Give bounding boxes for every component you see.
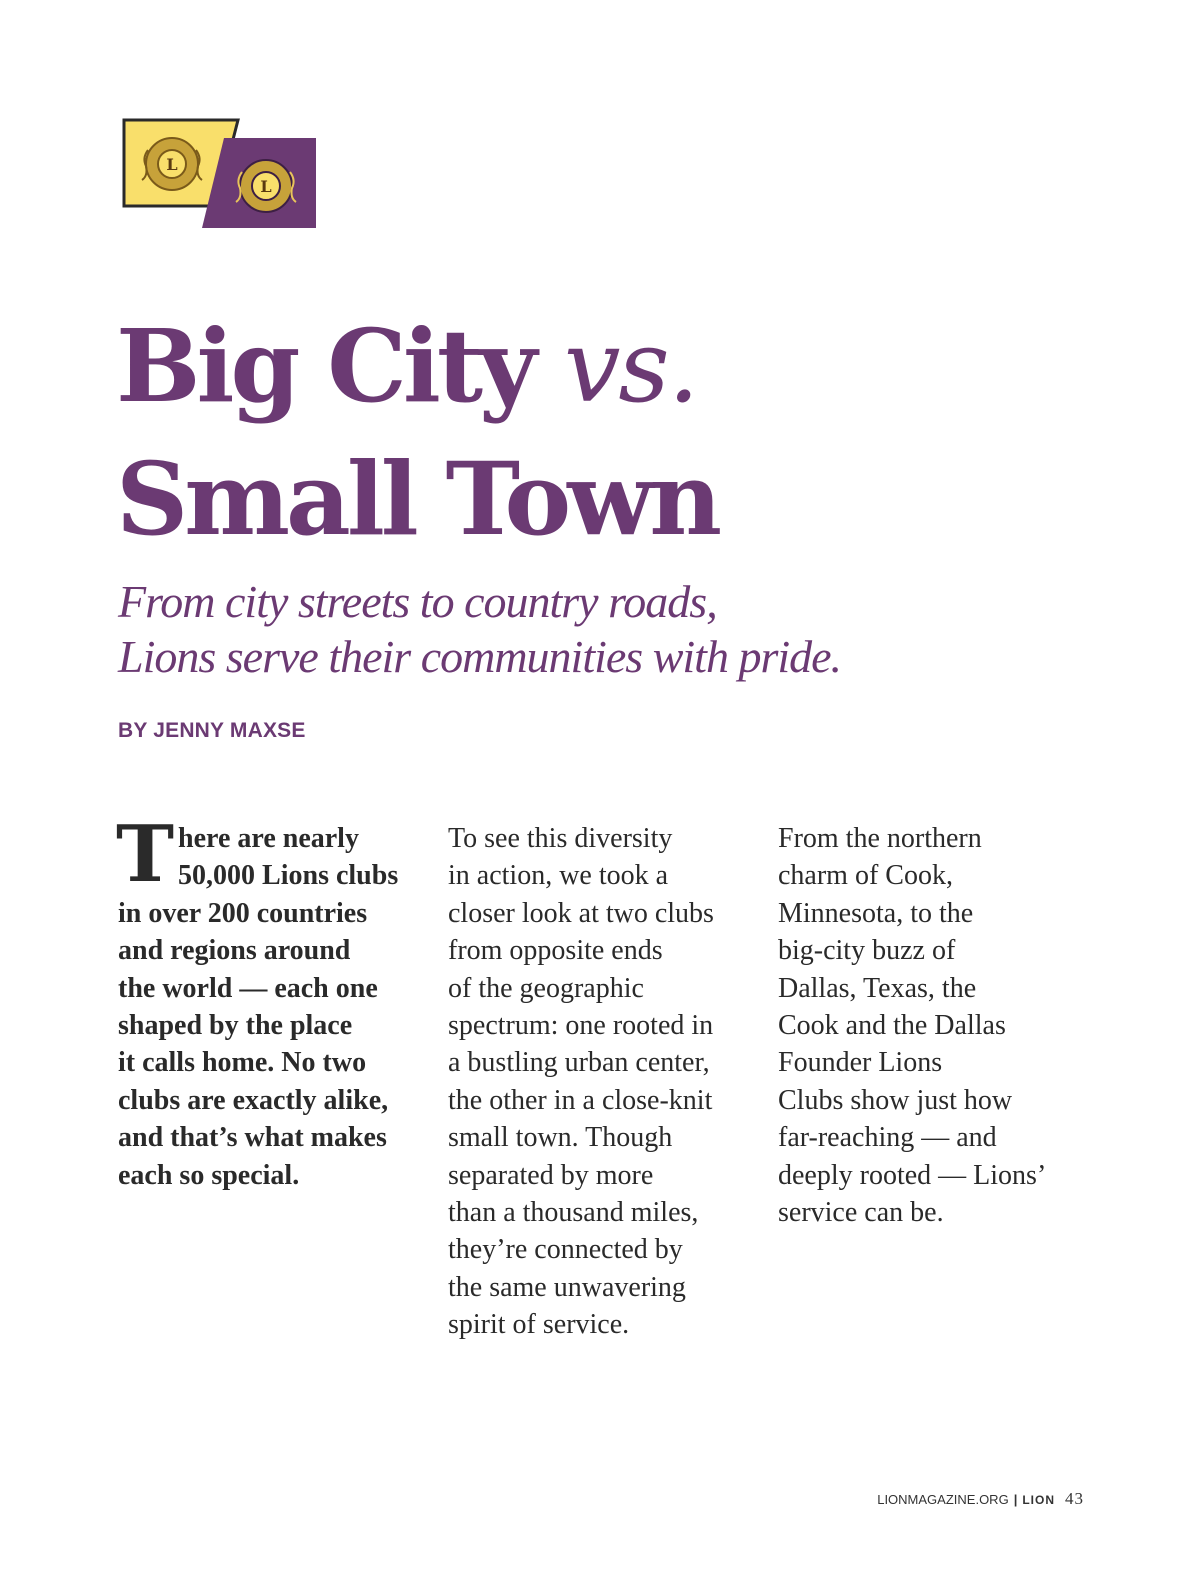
- subtitle: [118, 574, 1018, 684]
- title-line-1: [116, 307, 698, 425]
- text-line: Clubs show just how: [778, 1084, 1013, 1116]
- subtitle-line-2: Lions serve their communities with pride.: [118, 631, 842, 682]
- text-line: Cook and the Dallas: [778, 1010, 1006, 1042]
- lions-emblem-icon: [120, 116, 320, 232]
- column-3: [778, 820, 1088, 1231]
- footer-site: LIONMAGAZINE.ORG: [877, 1492, 1009, 1507]
- column-2: [448, 820, 758, 1344]
- drop-cap: T: [116, 809, 175, 900]
- text-line: the same unwavering: [448, 1271, 686, 1303]
- text-line: of the geographic: [448, 972, 644, 1004]
- text-line: each so special.: [118, 1159, 300, 1191]
- text-line: spectrum: one rooted in: [448, 1010, 714, 1042]
- text-line: To see this diversity: [448, 823, 673, 854]
- text-line: charm of Cook,: [778, 860, 953, 892]
- text-line: the other in a close-knit: [448, 1084, 713, 1116]
- footer-separator: |: [1013, 1492, 1018, 1507]
- text-line: in over 200 countries: [118, 897, 368, 929]
- text-line: service can be.: [778, 1197, 944, 1229]
- text-line: From the northern: [778, 823, 982, 854]
- svg-text:L: L: [260, 177, 272, 196]
- page-footer: [877, 1489, 1084, 1510]
- text-line: and that’s what makes: [118, 1122, 387, 1154]
- text-line: they’re connected by: [448, 1234, 683, 1266]
- text-line: and regions around: [118, 935, 351, 967]
- text-line: it calls home. No two: [118, 1047, 367, 1079]
- page-title: [116, 300, 718, 565]
- title-line-1-text: Big City: [116, 307, 564, 425]
- text-line: in action, we took a: [448, 860, 669, 892]
- text-line: here are nearly: [178, 823, 359, 854]
- text-line: Minnesota, to the: [778, 897, 974, 929]
- title-vs: vs.: [563, 308, 698, 425]
- text-line: Dallas, Texas, the: [778, 972, 977, 1004]
- text-line: a bustling urban center,: [448, 1047, 710, 1079]
- text-line: far-reaching — and: [778, 1122, 997, 1154]
- text-line: small town. Though: [448, 1122, 673, 1154]
- text-line: the world — each one: [118, 972, 378, 1004]
- title-line-2: Small Town: [116, 440, 719, 558]
- footer-magazine: LION: [1022, 1493, 1055, 1507]
- text-line: from opposite ends: [448, 935, 663, 967]
- text-line: spirit of service.: [448, 1309, 630, 1341]
- page-number: 43: [1065, 1489, 1084, 1508]
- text-line: shaped by the place: [118, 1010, 353, 1042]
- svg-text:L: L: [166, 155, 178, 174]
- text-line: big-city buzz of: [778, 935, 956, 967]
- text-line: clubs are exactly alike,: [118, 1084, 389, 1116]
- text-line: Founder Lions: [778, 1047, 943, 1079]
- text-line: deeply rooted — Lions’: [778, 1159, 1047, 1191]
- text-line: separated by more: [448, 1159, 654, 1191]
- column-1: [116, 809, 428, 1194]
- lions-logo: [120, 116, 320, 232]
- subtitle-line-1: From city streets to country roads,: [118, 576, 717, 627]
- text-line: closer look at two clubs: [448, 897, 714, 929]
- text-line: 50,000 Lions clubs: [178, 860, 399, 892]
- text-line: than a thousand miles,: [448, 1197, 699, 1229]
- byline: BY JENNY MAXSE: [118, 719, 306, 742]
